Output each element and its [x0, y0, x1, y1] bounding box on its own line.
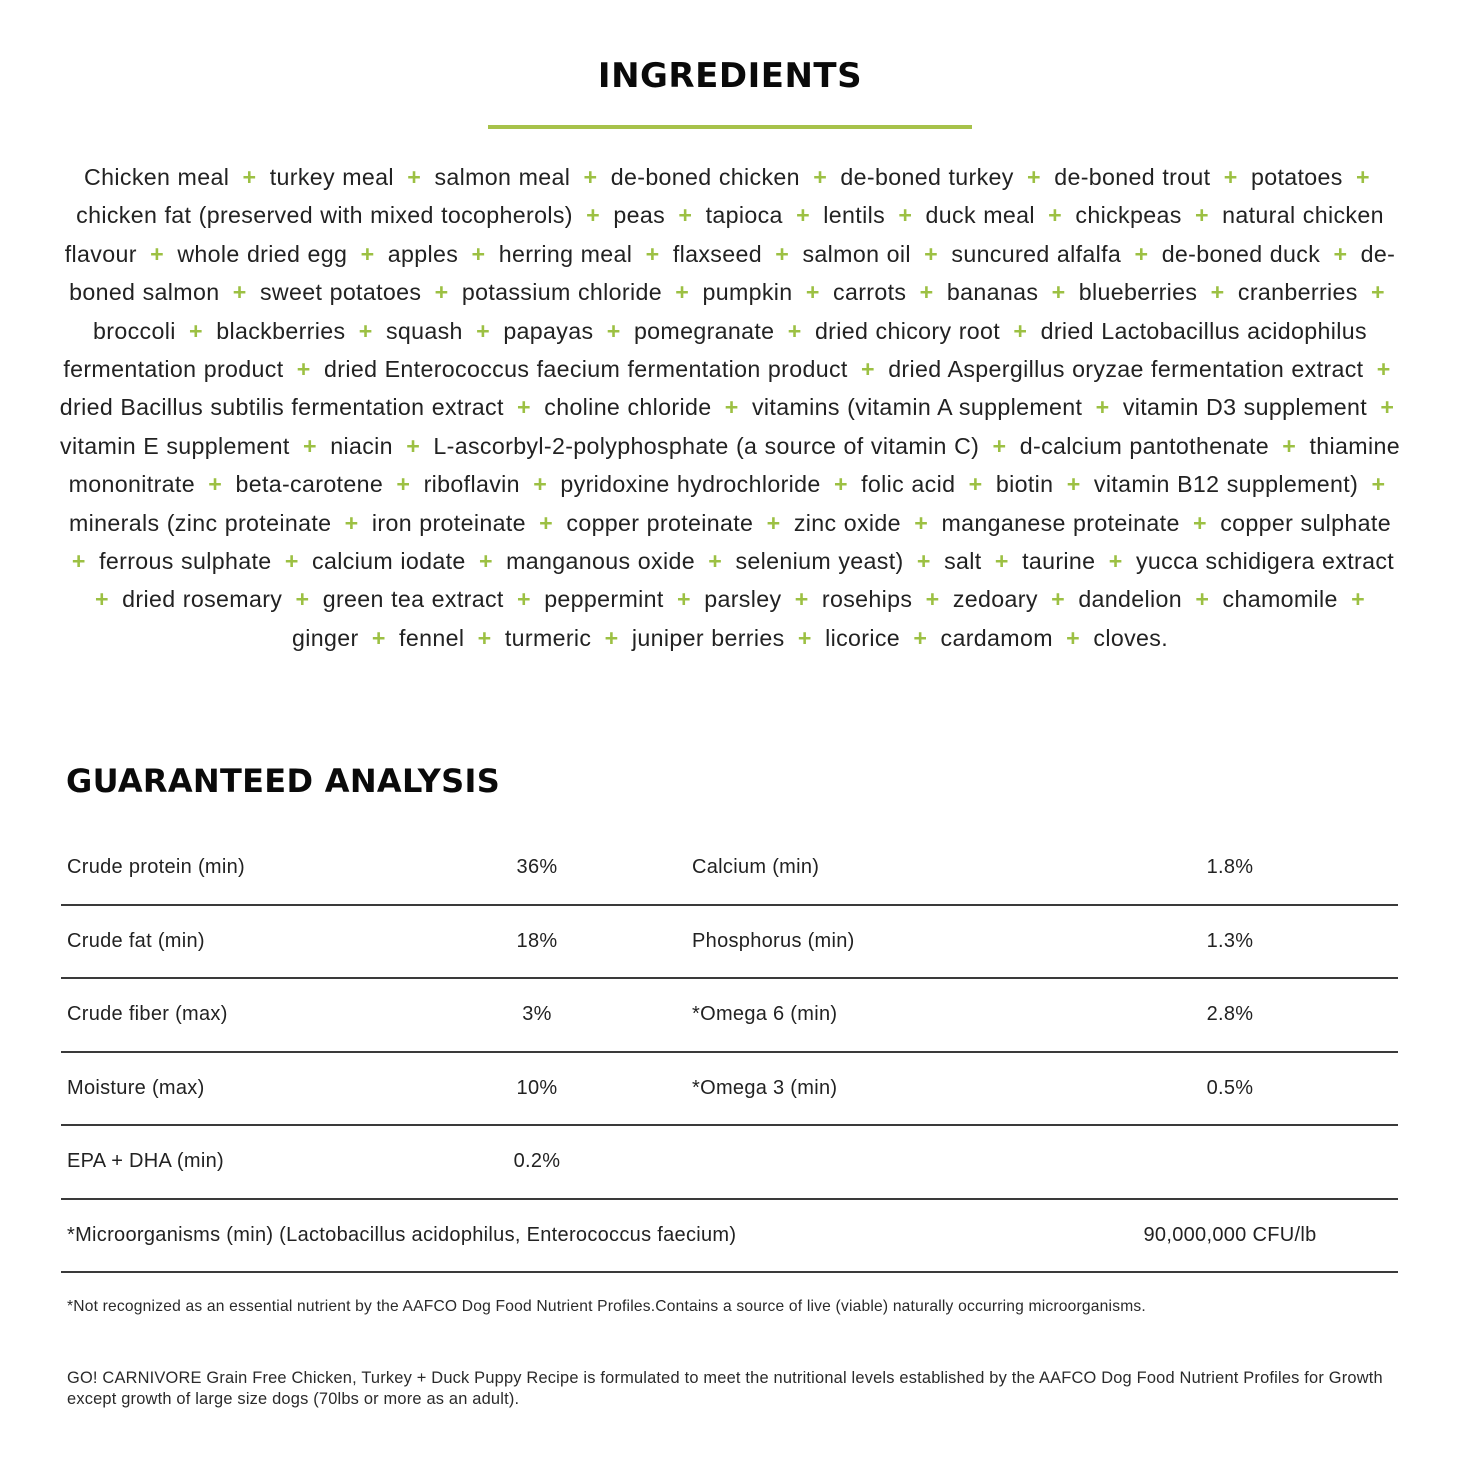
plus-separator-icon: + — [232, 279, 247, 306]
nutrient-value: 0.2% — [513, 1150, 561, 1172]
analysis-row — [61, 906, 1398, 980]
ingredient-item: de-boned duck — [1161, 240, 1321, 267]
ingredient-item: salmon oil — [802, 240, 911, 267]
ingredient-item: niacin — [330, 432, 393, 459]
ingredient-item: dandelion — [1078, 586, 1183, 613]
ingredient-item: broccoli — [93, 317, 176, 344]
plus-separator-icon: + — [583, 164, 598, 190]
plus-separator-icon: + — [1195, 586, 1210, 613]
plus-separator-icon: + — [1223, 164, 1238, 190]
plus-separator-icon: + — [1351, 586, 1366, 613]
ingredient-item: chamomile — [1222, 586, 1338, 613]
plus-separator-icon: + — [794, 586, 809, 613]
plus-separator-icon: + — [406, 432, 421, 459]
plus-separator-icon: + — [71, 548, 86, 575]
ingredient-item: copper sulphate — [1220, 509, 1391, 536]
ingredient-item: copper proteinate — [566, 509, 754, 536]
plus-separator-icon: + — [1356, 164, 1370, 190]
ingredient-item: papayas — [503, 317, 594, 344]
ingredient-item: suncured alfalfa — [951, 240, 1122, 267]
plus-separator-icon: + — [678, 202, 693, 229]
guaranteed-analysis-heading: GUARANTEED ANALYSIS — [66, 762, 501, 800]
nutrient-label: Phosphorus (min) — [692, 929, 855, 952]
plus-separator-icon: + — [407, 164, 422, 190]
ingredient-item: licorice — [825, 624, 901, 651]
plus-separator-icon: + — [796, 202, 810, 229]
plus-separator-icon: + — [924, 240, 939, 267]
ingredient-item: potassium chloride — [461, 279, 662, 306]
ingredient-item: potatoes — [1250, 164, 1343, 190]
ingredient-item: natural chicken flavour — [64, 202, 1384, 267]
ingredient-item: dried Enterococcus faecium fermentation product — [324, 356, 848, 383]
ingredient-item: parsley — [704, 586, 782, 613]
plus-separator-icon: + — [1108, 548, 1123, 575]
ingredient-item: bananas — [946, 279, 1039, 306]
plus-separator-icon: + — [898, 202, 913, 229]
plus-separator-icon: + — [358, 317, 373, 344]
ingredient-item: peas — [613, 202, 666, 229]
plus-separator-icon: + — [787, 317, 802, 344]
plus-separator-icon: + — [1371, 471, 1386, 498]
ingredient-item: dried Bacillus subtilis fermentation extract — [59, 394, 504, 421]
ingredients-list — [56, 158, 1404, 657]
ingredient-item: blueberries — [1078, 279, 1198, 306]
ingredient-item: zinc oxide — [793, 509, 901, 536]
plus-separator-icon: + — [604, 624, 619, 651]
ingredient-item: minerals (zinc proteinate — [69, 509, 332, 536]
ingredient-item: peppermint — [544, 586, 664, 613]
plus-separator-icon: + — [344, 509, 359, 536]
ingredient-item: de-boned salmon — [69, 240, 1396, 306]
plus-separator-icon: + — [708, 548, 723, 575]
ingredient-item: riboflavin — [423, 471, 520, 498]
ingredient-item: cardamom — [940, 624, 1053, 651]
plus-separator-icon: + — [1048, 202, 1063, 229]
plus-separator-icon: + — [606, 317, 621, 344]
nutrient-value: 0.5% — [1206, 1076, 1254, 1099]
ingredient-item: selenium yeast) — [735, 548, 904, 575]
ingredient-item: L-ascorbyl-2-polyphosphate (a source of vitamin C) — [433, 432, 980, 459]
nutrient-label: Calcium (min) — [692, 856, 820, 878]
ingredient-item: dried chicory root — [814, 317, 1001, 344]
ingredient-item: salmon meal — [434, 164, 571, 190]
ingredient-item: pumpkin — [702, 279, 793, 306]
ingredient-item: vitamin B12 supplement) — [1093, 471, 1359, 498]
nutrient-value: 2.8% — [1206, 1003, 1254, 1025]
plus-separator-icon: + — [477, 624, 492, 651]
plus-separator-icon: + — [1051, 279, 1066, 306]
plus-separator-icon: + — [208, 471, 223, 498]
plus-separator-icon: + — [1027, 164, 1041, 190]
plus-separator-icon: + — [371, 624, 386, 651]
ingredient-item: Chicken meal — [84, 164, 230, 190]
ingredient-item: calcium iodate — [312, 548, 466, 575]
plus-separator-icon: + — [833, 471, 848, 498]
plus-separator-icon: + — [813, 164, 828, 190]
nutrient-value: 90,000,000 CFU/lb — [1143, 1223, 1317, 1246]
nutrient-label: Crude fiber (max) — [67, 1003, 228, 1025]
plus-separator-icon: + — [805, 279, 820, 306]
analysis-row — [61, 1126, 1398, 1200]
plus-separator-icon: + — [296, 356, 311, 383]
plus-separator-icon: + — [925, 586, 940, 613]
plus-separator-icon: + — [677, 586, 691, 613]
nutrient-label: *Omega 6 (min) — [692, 1003, 838, 1025]
plus-separator-icon: + — [992, 432, 1007, 459]
plus-separator-icon: + — [284, 548, 299, 575]
plus-separator-icon: + — [360, 240, 375, 267]
plus-separator-icon: + — [242, 164, 257, 190]
nutrient-label: Crude protein (min) — [67, 856, 245, 878]
ingredient-item: carrots — [833, 279, 907, 306]
ingredient-item: blackberries — [216, 317, 346, 344]
plus-separator-icon: + — [645, 240, 660, 267]
plus-separator-icon: + — [517, 394, 531, 421]
plus-separator-icon: + — [860, 356, 875, 383]
plus-separator-icon: + — [189, 317, 203, 344]
ingredient-item: vitamin E supplement — [60, 432, 290, 459]
nutrient-label: *Omega 3 (min) — [692, 1076, 838, 1099]
ingredient-item: juniper berries — [631, 624, 785, 651]
ingredient-item: apples — [387, 240, 459, 267]
ingredient-item: choline chloride — [544, 394, 712, 421]
aafco-footnote: *Not recognized as an essential nutrient by the AAFCO Dog Food Nutrient Profiles.Contains a source of live (viable) naturally occurring microorganisms. — [67, 1298, 1146, 1315]
plus-separator-icon: + — [1371, 279, 1385, 306]
ingredient-item: d-calcium pantothenate — [1019, 432, 1269, 459]
ingredient-item: iron proteinate — [371, 509, 526, 536]
plus-separator-icon: + — [1066, 624, 1081, 651]
analysis-row — [61, 979, 1398, 1053]
ingredient-item: biotin — [995, 471, 1054, 498]
nutrient-value: 1.8% — [1206, 856, 1254, 878]
nutrient-value: 36% — [516, 856, 558, 878]
ingredient-item: yucca schidigera extract — [1135, 548, 1395, 575]
plus-separator-icon: + — [1134, 240, 1149, 267]
plus-separator-icon: + — [516, 586, 531, 613]
ingredient-item: pyridoxine hydrochloride — [560, 471, 821, 498]
heading-underline — [488, 125, 972, 129]
plus-separator-icon: + — [1376, 356, 1391, 383]
plus-separator-icon: + — [539, 509, 554, 536]
plus-separator-icon: + — [724, 394, 739, 421]
ingredient-item: duck meal — [925, 202, 1035, 229]
plus-separator-icon: + — [1051, 586, 1066, 613]
plus-separator-icon: + — [1013, 317, 1028, 344]
plus-separator-icon: + — [295, 586, 310, 613]
ingredient-item: pomegranate — [633, 317, 775, 344]
nutrient-label: Crude fat (min) — [67, 929, 205, 952]
ingredient-item: zedoary — [952, 586, 1038, 613]
analysis-row — [61, 1053, 1398, 1127]
plus-separator-icon: + — [303, 432, 317, 459]
plus-separator-icon: + — [586, 202, 601, 229]
plus-separator-icon: + — [1380, 394, 1395, 421]
plus-separator-icon: + — [1282, 432, 1297, 459]
ingredient-item: sweet potatoes — [259, 279, 422, 306]
ingredient-item: de-boned chicken — [610, 164, 800, 190]
ingredient-item: rosehips — [821, 586, 913, 613]
ingredient-item: fennel — [399, 624, 465, 651]
nutrient-label: *Microorganisms (min) (Lactobacillus acidophilus, Enterococcus faecium) — [67, 1223, 737, 1246]
plus-separator-icon: + — [434, 279, 449, 306]
ingredient-item: ginger — [291, 624, 359, 651]
ingredient-item: turmeric — [504, 624, 592, 651]
plus-separator-icon: + — [150, 240, 165, 267]
analysis-row — [61, 832, 1398, 906]
ingredient-item: ferrous sulphate — [99, 548, 272, 575]
ingredient-item: green tea extract — [322, 586, 504, 613]
ingredient-item: chickpeas — [1075, 202, 1182, 229]
ingredient-item: dried Aspergillus oryzae fermentation extract — [888, 356, 1364, 383]
nutrient-value: 1.3% — [1206, 929, 1254, 952]
plus-separator-icon: + — [775, 240, 790, 267]
plus-separator-icon: + — [916, 548, 931, 575]
ingredient-item: vitamin D3 supplement — [1122, 394, 1368, 421]
analysis-row-microorganisms — [61, 1200, 1398, 1274]
plus-separator-icon: + — [919, 279, 934, 306]
nutrient-value: 3% — [522, 1003, 552, 1025]
ingredient-item: manganous oxide — [506, 548, 695, 575]
ingredient-item: de-boned turkey — [840, 164, 1014, 190]
ingredient-item: cloves. — [1093, 624, 1168, 651]
ingredient-item: tapioca — [705, 202, 783, 229]
ingredient-item: vitamins (vitamin A supplement — [751, 394, 1083, 421]
plus-separator-icon: + — [471, 240, 486, 267]
plus-separator-icon: + — [1066, 471, 1081, 498]
ingredient-item: squash — [385, 317, 463, 344]
ingredient-item: turkey meal — [269, 164, 394, 190]
guaranteed-analysis-table — [61, 832, 1398, 1273]
plus-separator-icon: + — [994, 548, 1009, 575]
plus-separator-icon: + — [1194, 202, 1209, 229]
plus-separator-icon: + — [1333, 240, 1348, 267]
plus-separator-icon: + — [766, 509, 781, 536]
plus-separator-icon: + — [94, 586, 109, 613]
nutrient-value: 10% — [516, 1076, 558, 1099]
plus-separator-icon: + — [478, 548, 493, 575]
plus-separator-icon: + — [914, 509, 929, 536]
aafco-statement: GO! CARNIVORE Grain Free Chicken, Turkey + Duck Puppy Recipe is formulated to meet the nutritional levels established by the AAFCO Dog Food Nutrient Profiles for Growth except growth of large size dogs (70lbs or more as an adult). — [67, 1369, 1383, 1408]
ingredient-item: cranberries — [1237, 279, 1358, 306]
ingredient-item: salt — [944, 548, 982, 575]
ingredient-item: manganese proteinate — [941, 509, 1180, 536]
ingredient-item: taurine — [1022, 548, 1096, 575]
plus-separator-icon: + — [797, 624, 812, 651]
plus-separator-icon: + — [396, 471, 411, 498]
plus-separator-icon: + — [533, 471, 548, 498]
nutrient-label: EPA + DHA (min) — [67, 1150, 224, 1172]
ingredient-item: dried rosemary — [122, 586, 283, 613]
plus-separator-icon: + — [476, 317, 491, 344]
ingredient-item: thiamine mononitrate — [68, 432, 1400, 498]
ingredient-item: whole dried egg — [177, 240, 348, 267]
plus-separator-icon: + — [675, 279, 690, 306]
ingredient-item: lentils — [823, 202, 886, 229]
plus-separator-icon: + — [968, 471, 983, 498]
ingredient-item: herring meal — [498, 240, 633, 267]
ingredient-item: beta-carotene — [235, 471, 384, 498]
ingredient-item: flaxseed — [672, 240, 762, 267]
ingredient-item: de-boned trout — [1054, 164, 1211, 190]
nutrient-label: Moisture (max) — [67, 1076, 205, 1099]
plus-separator-icon: + — [1210, 279, 1225, 306]
ingredient-item: dried Lactobacillus acidophilus fermentation product — [63, 317, 1367, 383]
ingredients-heading: INGREDIENTS — [597, 56, 863, 96]
plus-separator-icon: + — [1095, 394, 1110, 421]
ingredient-item: chicken fat (preserved with mixed tocopherols) — [76, 202, 573, 229]
plus-separator-icon: + — [1193, 509, 1207, 536]
nutrient-value: 18% — [516, 929, 558, 952]
ingredient-item: folic acid — [861, 471, 956, 498]
plus-separator-icon: + — [913, 624, 928, 651]
